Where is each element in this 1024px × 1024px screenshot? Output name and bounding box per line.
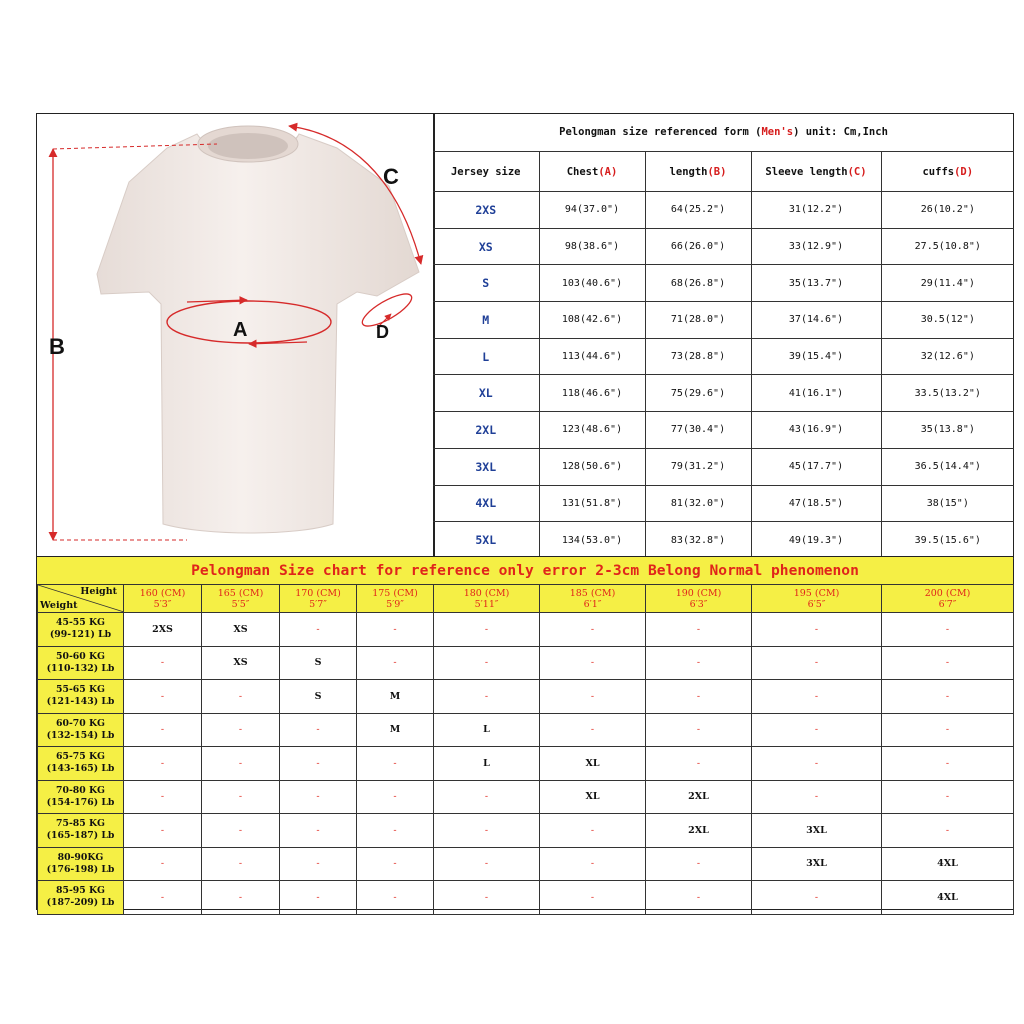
sleeve-cell: 45(17.7") — [751, 448, 881, 485]
chest-cell: 113(44.6") — [539, 338, 645, 375]
size-cell: - — [357, 814, 434, 848]
table-row — [433, 192, 1014, 229]
length-cell: 83(32.8") — [645, 522, 751, 559]
length-cell: 71(28.0") — [645, 302, 751, 339]
size-cell: - — [280, 747, 357, 781]
size-cell: - — [752, 613, 882, 647]
size-cell: - — [357, 847, 434, 881]
size-cell: S — [280, 646, 357, 680]
height-header-8: 200 (CM) 6′7″ — [882, 585, 1014, 613]
weight-cell: 65-75 KG (143-165) Lb — [38, 747, 124, 781]
chest-cell: 131(51.8") — [539, 485, 645, 522]
size-cell: - — [124, 680, 202, 714]
size-cell: - — [540, 613, 646, 647]
size-cell: - — [280, 881, 357, 915]
size-cell: 4XL — [882, 881, 1014, 915]
cuffs-cell: 26(10.2") — [881, 192, 1014, 229]
measurement-table — [433, 113, 1014, 559]
table-row — [433, 522, 1014, 559]
weight-cell: 45-55 KG (99-121) Lb — [38, 613, 124, 647]
jersey-size-cell: XS — [433, 228, 539, 265]
size-cell: - — [434, 881, 540, 915]
length-cell: 81(32.0") — [645, 485, 751, 522]
size-cell: - — [434, 680, 540, 714]
length-cell: 64(25.2") — [645, 192, 751, 229]
weight-cell: 85-95 KG (187-209) Lb — [38, 881, 124, 915]
sleeve-cell: 35(13.7") — [751, 265, 881, 302]
size-cell: - — [124, 747, 202, 781]
chest-cell: 123(48.6") — [539, 412, 645, 449]
cuffs-cell: 35(13.8") — [881, 412, 1014, 449]
cuffs-cell: 38(15") — [881, 485, 1014, 522]
table-row — [38, 713, 1014, 747]
length-cell: 73(28.8") — [645, 338, 751, 375]
size-cell: - — [882, 646, 1014, 680]
table-row — [38, 613, 1014, 647]
size-cell: - — [124, 713, 202, 747]
sleeve-cell: 31(12.2") — [751, 192, 881, 229]
size-cell: S — [280, 680, 357, 714]
label-d: D — [376, 322, 389, 342]
height-header-5: 185 (CM) 6′1″ — [540, 585, 646, 613]
label-c: C — [383, 164, 399, 189]
size-chart-title: Pelongman Size chart for reference only error 2-3cm Belong Normal phenomenon — [37, 557, 1013, 585]
jersey-size-cell: 2XL — [433, 412, 539, 449]
size-cell: - — [357, 881, 434, 915]
sleeve-cell: 47(18.5") — [751, 485, 881, 522]
t-shirt-icon — [37, 114, 433, 557]
table-row — [433, 338, 1014, 375]
sleeve-cell: 39(15.4") — [751, 338, 881, 375]
jersey-size-cell: 3XL — [433, 448, 539, 485]
size-cell: - — [882, 814, 1014, 848]
length-cell: 68(26.8") — [645, 265, 751, 302]
size-cell: XS — [202, 646, 280, 680]
size-cell: - — [752, 646, 882, 680]
measure-header-3: Sleeve length(C) — [751, 152, 881, 192]
size-cell: 3XL — [752, 847, 882, 881]
table-row — [38, 814, 1014, 848]
cuffs-cell: 29(11.4") — [881, 265, 1014, 302]
size-cell: - — [752, 780, 882, 814]
height-header-3: 175 (CM) 5′9″ — [357, 585, 434, 613]
length-cell: 77(30.4") — [645, 412, 751, 449]
size-cell: 3XL — [752, 814, 882, 848]
size-cell: - — [882, 713, 1014, 747]
table-row — [433, 485, 1014, 522]
table-row — [38, 780, 1014, 814]
size-cell: - — [646, 646, 752, 680]
size-chart-table — [37, 584, 1014, 915]
size-cell: 4XL — [882, 847, 1014, 881]
size-cell: - — [540, 646, 646, 680]
measure-header-4: cuffs(D) — [881, 152, 1014, 192]
size-cell: - — [882, 613, 1014, 647]
size-cell: - — [280, 814, 357, 848]
size-cell: - — [202, 814, 280, 848]
size-cell: - — [124, 881, 202, 915]
size-cell: - — [752, 713, 882, 747]
size-cell: - — [646, 613, 752, 647]
size-cell: - — [280, 613, 357, 647]
size-cell: - — [280, 780, 357, 814]
size-cell: - — [124, 646, 202, 680]
size-cell: - — [202, 780, 280, 814]
size-cell: 2XL — [646, 814, 752, 848]
size-cell: - — [124, 814, 202, 848]
size-cell: - — [540, 881, 646, 915]
size-cell: - — [202, 881, 280, 915]
jersey-size-cell: 4XL — [433, 485, 539, 522]
jersey-size-cell: 2XS — [433, 192, 539, 229]
length-cell: 79(31.2") — [645, 448, 751, 485]
size-cell: - — [646, 747, 752, 781]
table-row — [38, 680, 1014, 714]
size-cell: - — [124, 780, 202, 814]
table-row — [433, 412, 1014, 449]
measure-header-2: length(B) — [645, 152, 751, 192]
measurement-title: Pelongman size referenced form (Men's) unit: Cm,Inch — [433, 113, 1014, 152]
height-header-4: 180 (CM) 5′11″ — [434, 585, 540, 613]
size-cell: - — [280, 713, 357, 747]
cuffs-cell: 27.5(10.8") — [881, 228, 1014, 265]
size-cell: L — [434, 713, 540, 747]
measure-header-0: Jersey size — [433, 152, 539, 192]
size-cell: - — [434, 646, 540, 680]
size-cell: - — [357, 613, 434, 647]
size-cell: - — [646, 713, 752, 747]
size-cell: - — [752, 747, 882, 781]
weight-cell: 80-90KG (176-198) Lb — [38, 847, 124, 881]
size-cell: - — [434, 847, 540, 881]
size-cell: - — [646, 847, 752, 881]
measure-header-1: Chest(A) — [539, 152, 645, 192]
size-cell: L — [434, 747, 540, 781]
weight-cell: 75-85 KG (165-187) Lb — [38, 814, 124, 848]
size-cell: XL — [540, 780, 646, 814]
size-cell: 2XL — [646, 780, 752, 814]
size-cell: M — [357, 713, 434, 747]
weight-cell: 70-80 KG (154-176) Lb — [38, 780, 124, 814]
jersey-size-cell: S — [433, 265, 539, 302]
size-cell: 2XS — [124, 613, 202, 647]
size-cell: - — [202, 713, 280, 747]
jersey-size-cell: L — [433, 338, 539, 375]
jersey-size-cell: M — [433, 302, 539, 339]
chest-cell: 103(40.6") — [539, 265, 645, 302]
shirt-illustration — [37, 114, 433, 557]
size-cell: - — [752, 680, 882, 714]
cuffs-cell: 33.5(13.2") — [881, 375, 1014, 412]
size-cell: XL — [540, 747, 646, 781]
size-cell: - — [434, 613, 540, 647]
size-cell: - — [357, 747, 434, 781]
cuffs-cell: 39.5(15.6") — [881, 522, 1014, 559]
size-cell: - — [540, 814, 646, 848]
table-row — [38, 881, 1014, 915]
height-header-6: 190 (CM) 6′3″ — [646, 585, 752, 613]
size-cell: - — [434, 780, 540, 814]
chest-cell: 128(50.6") — [539, 448, 645, 485]
size-cell: - — [540, 847, 646, 881]
jersey-size-cell: XL — [433, 375, 539, 412]
label-a: A — [233, 319, 248, 341]
height-header-0: 160 (CM) 5′3″ — [124, 585, 202, 613]
table-row — [38, 847, 1014, 881]
chest-cell: 108(42.6") — [539, 302, 645, 339]
sleeve-cell: 41(16.1") — [751, 375, 881, 412]
size-cell: - — [882, 680, 1014, 714]
size-cell: - — [202, 847, 280, 881]
size-cell: XS — [202, 613, 280, 647]
table-row — [433, 302, 1014, 339]
height-header-7: 195 (CM) 6′5″ — [752, 585, 882, 613]
table-row — [38, 747, 1014, 781]
size-cell: - — [540, 713, 646, 747]
size-cell: - — [646, 881, 752, 915]
size-cell: - — [646, 680, 752, 714]
cuffs-cell: 36.5(14.4") — [881, 448, 1014, 485]
length-cell: 75(29.6") — [645, 375, 751, 412]
weight-cell: 50-60 KG (110-132) Lb — [38, 646, 124, 680]
chest-cell: 94(37.0") — [539, 192, 645, 229]
size-cell: - — [357, 646, 434, 680]
jersey-size-cell: 5XL — [433, 522, 539, 559]
size-cell: - — [540, 680, 646, 714]
cuffs-cell: 30.5(12") — [881, 302, 1014, 339]
size-cell: - — [280, 847, 357, 881]
sleeve-cell: 37(14.6") — [751, 302, 881, 339]
size-cell: - — [202, 680, 280, 714]
size-cell: - — [434, 814, 540, 848]
label-b: B — [49, 334, 65, 359]
height-header-2: 170 (CM) 5′7″ — [280, 585, 357, 613]
sleeve-cell: 43(16.9") — [751, 412, 881, 449]
chest-cell: 98(38.6") — [539, 228, 645, 265]
chest-cell: 118(46.6") — [539, 375, 645, 412]
size-cell: - — [882, 747, 1014, 781]
size-cell: - — [202, 747, 280, 781]
table-row — [433, 265, 1014, 302]
height-header-1: 165 (CM) 5′5″ — [202, 585, 280, 613]
size-cell: - — [357, 780, 434, 814]
table-row — [433, 375, 1014, 412]
weight-cell: 55-65 KG (121-143) Lb — [38, 680, 124, 714]
chest-cell: 134(53.0") — [539, 522, 645, 559]
weight-cell: 60-70 KG (132-154) Lb — [38, 713, 124, 747]
table-row — [38, 646, 1014, 680]
corner-header: Height Weight — [38, 585, 124, 613]
size-cell: - — [882, 780, 1014, 814]
table-row — [433, 448, 1014, 485]
sleeve-cell: 33(12.9") — [751, 228, 881, 265]
table-row — [433, 228, 1014, 265]
length-cell: 66(26.0") — [645, 228, 751, 265]
size-cell: M — [357, 680, 434, 714]
size-cell: - — [124, 847, 202, 881]
cuffs-cell: 32(12.6") — [881, 338, 1014, 375]
sleeve-cell: 49(19.3") — [751, 522, 881, 559]
size-cell: - — [752, 881, 882, 915]
